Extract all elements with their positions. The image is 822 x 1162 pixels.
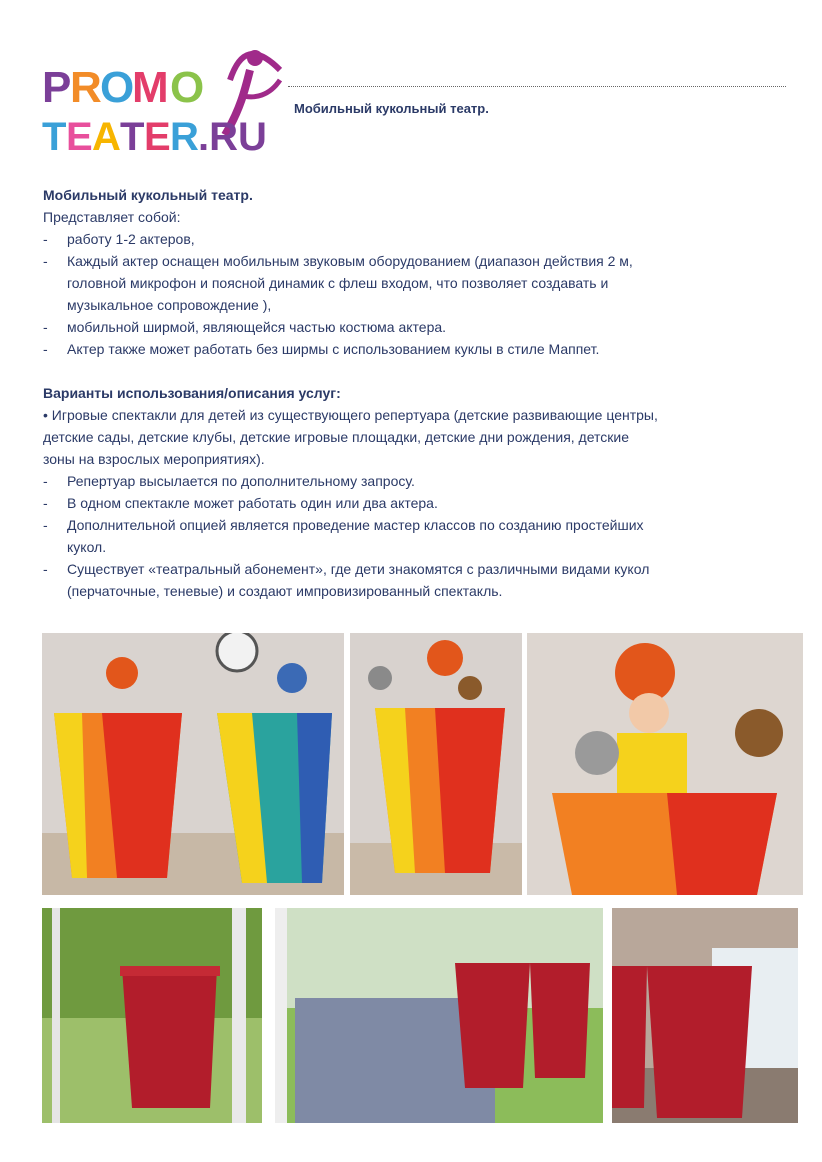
section2-heading: Варианты использования/описания услуг: [43,385,341,401]
bullet-line: • Игровые спектакли для детей из существующего репертуара (детские развивающие центры, [43,407,658,423]
photo-indoor-curtain [612,908,798,1123]
bullet-line: зоны на взрослых мероприятиях). [43,451,265,467]
svg-text:.RU: .RU [198,115,267,159]
svg-text:E: E [66,115,93,159]
svg-text:O: O [170,63,205,112]
list-item: - Дополнительной опцией является проведение мастер классов по созданию простейших кукол. [43,517,644,555]
photo-outdoor-crowd [275,908,603,1123]
photo-puppeteers-indoor-1 [42,633,344,895]
list-item: - Существует «театральный абонемент», где дети знакомятся с различными видами кукол (перчаточные, теневые) и создают импровизированный спектакль. [43,561,650,599]
list-item: - мобильной ширмой, являющейся частью костюма актера. [43,319,447,335]
list-item: - Каждый актер оснащен мобильным звуковым оборудованием (диапазон действия 2 м, головной микрофон и поясной динамик с флеш входом, что позволяет создавать и музыкальное сопровождение ), [43,253,633,313]
header-title: Мобильный кукольный театр. [294,101,489,116]
svg-text:M: M [132,63,169,112]
photo-outdoor-curtain-1 [42,908,262,1123]
section1-heading: Мобильный кукольный театр. [43,187,253,203]
document-body [43,184,783,602]
photo-puppeteer-closeup [527,633,803,895]
svg-text:T: T [42,115,67,159]
svg-text:A: A [92,115,121,159]
bullet-line: детские сады, детские клубы, детские игровые площадки, детские дни рождения, детские [43,429,630,445]
list-item: - В одном спектакле может работать один или два актера. [43,495,438,511]
list-item: - Репертуар высылается по дополнительному запросу. [43,473,415,489]
list-item: - Актер также может работать без ширмы с использованием куклы в стиле Маппет. [43,341,600,357]
svg-text:T: T [120,115,145,159]
svg-text:O: O [100,63,135,112]
list-item: - работу 1-2 актеров, [43,231,195,247]
section1-intro: Представляет собой: [43,209,181,225]
svg-text:E: E [144,115,171,159]
svg-text:R: R [70,63,102,112]
svg-text:P: P [42,63,72,112]
header-divider [288,86,786,87]
promoteater-logo [40,40,285,160]
svg-text:R: R [170,115,199,159]
photo-puppeteer-indoor-2 [350,633,522,895]
